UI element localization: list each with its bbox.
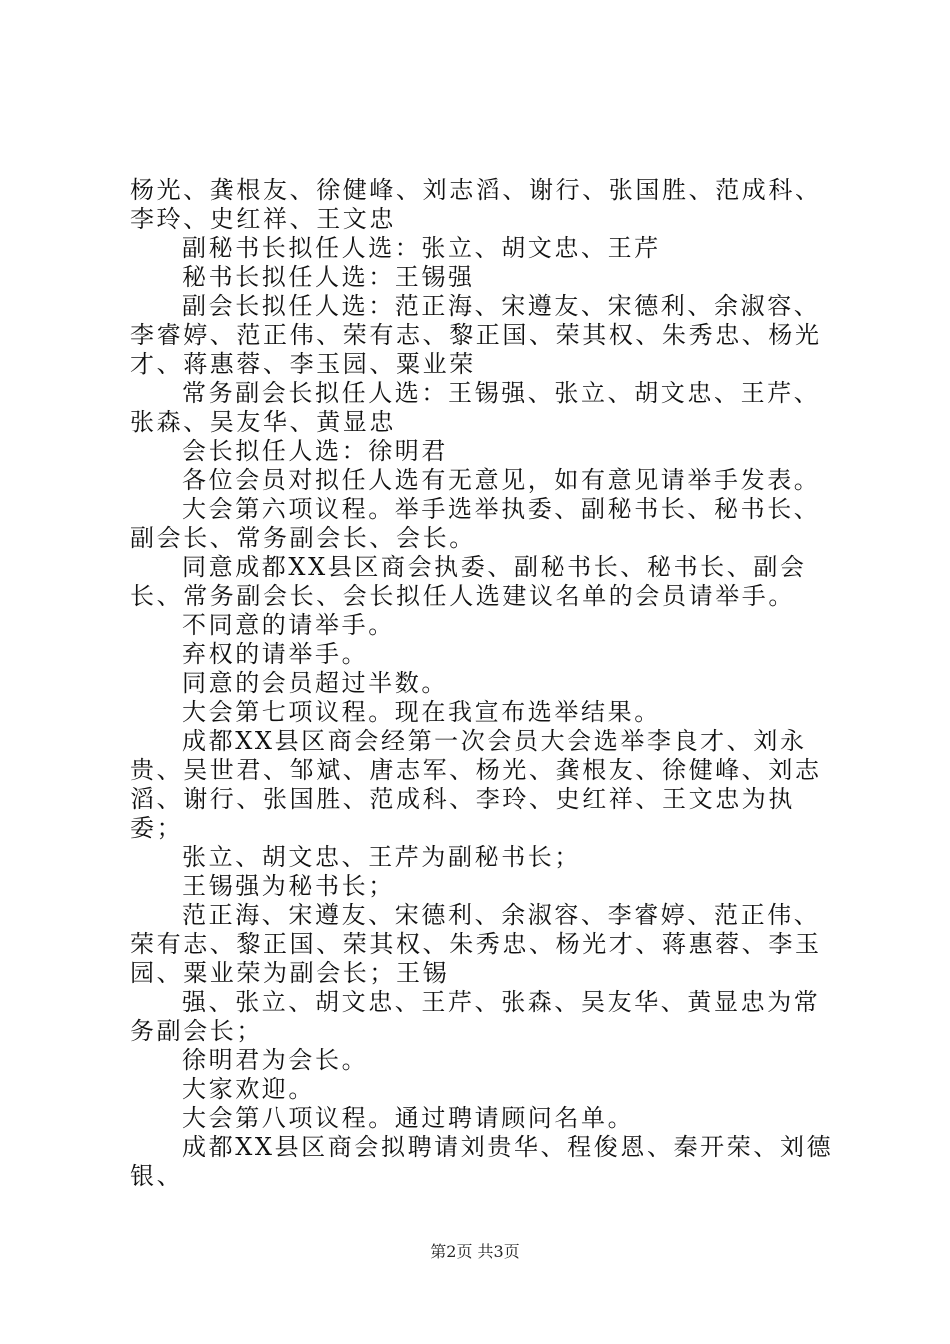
paragraph-16: 王锡强为秘书长； — [182, 872, 395, 900]
paragraph-11: 弃权的请举手。 — [182, 640, 369, 668]
paragraph-7: 各位会员对拟任人选有无意见，如有意见请举手发表。 — [182, 466, 821, 494]
paragraph-22: 成都XX县区商会拟聘请刘贵华、程俊恩、秦开荣、刘德银、 — [130, 1133, 834, 1190]
paragraph-14: 成都XX县区商会经第一次会员大会选举李良才、刘永贵、吴世君、邹斌、唐志军、杨光、龚根友、徐健峰、刘志滔、谢行、张国胜、范成科、李玲、史红祥、王文忠为执委； — [130, 727, 822, 842]
paragraph-8: 大会第六项议程。举手选举执委、副秘书长、秘书长、副会长、常务副会长、会长。 — [130, 495, 821, 552]
paragraph-13: 大会第七项议程。现在我宣布选举结果。 — [182, 698, 661, 726]
paragraph-20: 大家欢迎。 — [182, 1075, 315, 1103]
paragraph-17: 范正海、宋遵友、宋德利、余淑容、李睿婷、范正伟、荣有志、黎正国、荣其权、朱秀忠、杨光才、蒋惠蓉、李玉园、粟业荣为副会长；王锡 — [130, 901, 822, 987]
paragraph-9: 同意成都XX县区商会执委、副秘书长、秘书长、副会长、常务副会长、会长拟任人选建议名单的会员请举手。 — [130, 553, 807, 610]
document-body — [130, 176, 840, 1191]
paragraph-19: 徐明君为会长。 — [182, 1046, 369, 1074]
paragraph-4: 副会长拟任人选：范正海、宋遵友、宋德利、余淑容、李睿婷、范正伟、荣有志、黎正国、荣其权、朱秀忠、杨光才、蒋惠蓉、李玉园、粟业荣 — [130, 292, 822, 378]
paragraph-12: 同意的会员超过半数。 — [182, 669, 448, 697]
paragraph-5: 常务副会长拟任人选：王锡强、张立、胡文忠、王芹、张森、吴友华、黄显忠 — [130, 379, 821, 436]
paragraph-2: 副秘书长拟任人选：张立、胡文忠、王芹 — [182, 234, 661, 262]
paragraph-6: 会长拟任人选：徐明君 — [182, 437, 448, 465]
paragraph-10: 不同意的请举手。 — [182, 611, 395, 639]
paragraph-15: 张立、胡文忠、王芹为副秘书长； — [182, 843, 581, 871]
page-number-footer: 第2页 共3页 — [430, 1242, 520, 1261]
paragraph-21: 大会第八项议程。通过聘请顾问名单。 — [182, 1104, 635, 1132]
paragraph-3: 秘书长拟任人选：王锡强 — [182, 263, 475, 291]
paragraph-1: 杨光、龚根友、徐健峰、刘志滔、谢行、张国胜、范成科、李玲、史红祥、王文忠 — [130, 176, 822, 233]
paragraph-18: 强、张立、胡文忠、王芹、张森、吴友华、黄显忠为常务副会长； — [130, 988, 821, 1045]
